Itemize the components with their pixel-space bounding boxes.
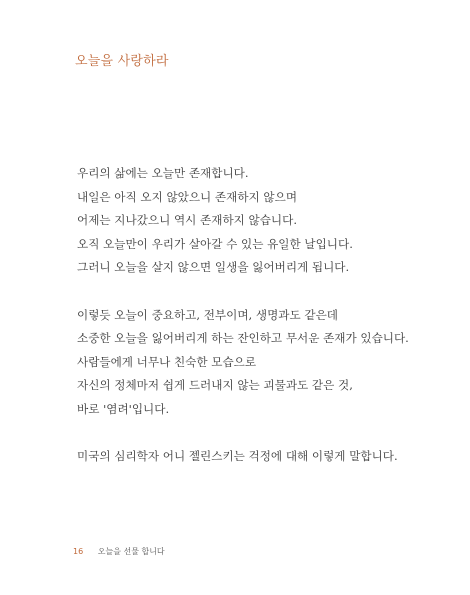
running-title: 오늘을 선물 합니다	[97, 547, 165, 556]
body-text	[77, 162, 457, 469]
text-line: 오직 오늘만이 우리가 살아갈 수 있는 유일한 날입니다.	[77, 236, 353, 251]
paragraph-3	[77, 445, 457, 469]
text-line: 미국의 심리학자 어니 젤린스키는 걱정에 대해 이렇게 말합니다.	[77, 449, 398, 463]
text-line: 자신의 정체마저 쉽게 드러내지 않는 괴물과도 같은 것,	[77, 378, 353, 392]
page-number: 16	[73, 547, 84, 556]
text-line: 어제는 지나갔으니 역시 존재하지 않습니다.	[77, 213, 298, 227]
paragraph-2	[77, 304, 457, 422]
text-line: 사람들에게 너무나 친숙한 모습으로	[77, 354, 257, 369]
text-line: 바로 '염려'입니다.	[77, 401, 170, 416]
page-footer	[73, 546, 165, 557]
text-line: 우리의 삶에는 오늘만 존재합니다.	[77, 166, 249, 180]
text-line: 소중한 오늘을 잃어버리게 하는 잔인하고 무서운 존재가 있습니다.	[77, 331, 409, 345]
text-line: 그러니 오늘을 살지 않으면 일생을 잃어버리게 됩니다.	[77, 260, 350, 274]
chapter-title: 오늘을 사랑하라	[75, 54, 169, 69]
paragraph-1	[77, 162, 457, 280]
text-line: 이렇듯 오늘이 중요하고, 전부이며, 생명과도 같은데	[77, 307, 338, 322]
text-line: 내일은 아직 오지 않았으니 존재하지 않으며	[77, 189, 298, 204]
